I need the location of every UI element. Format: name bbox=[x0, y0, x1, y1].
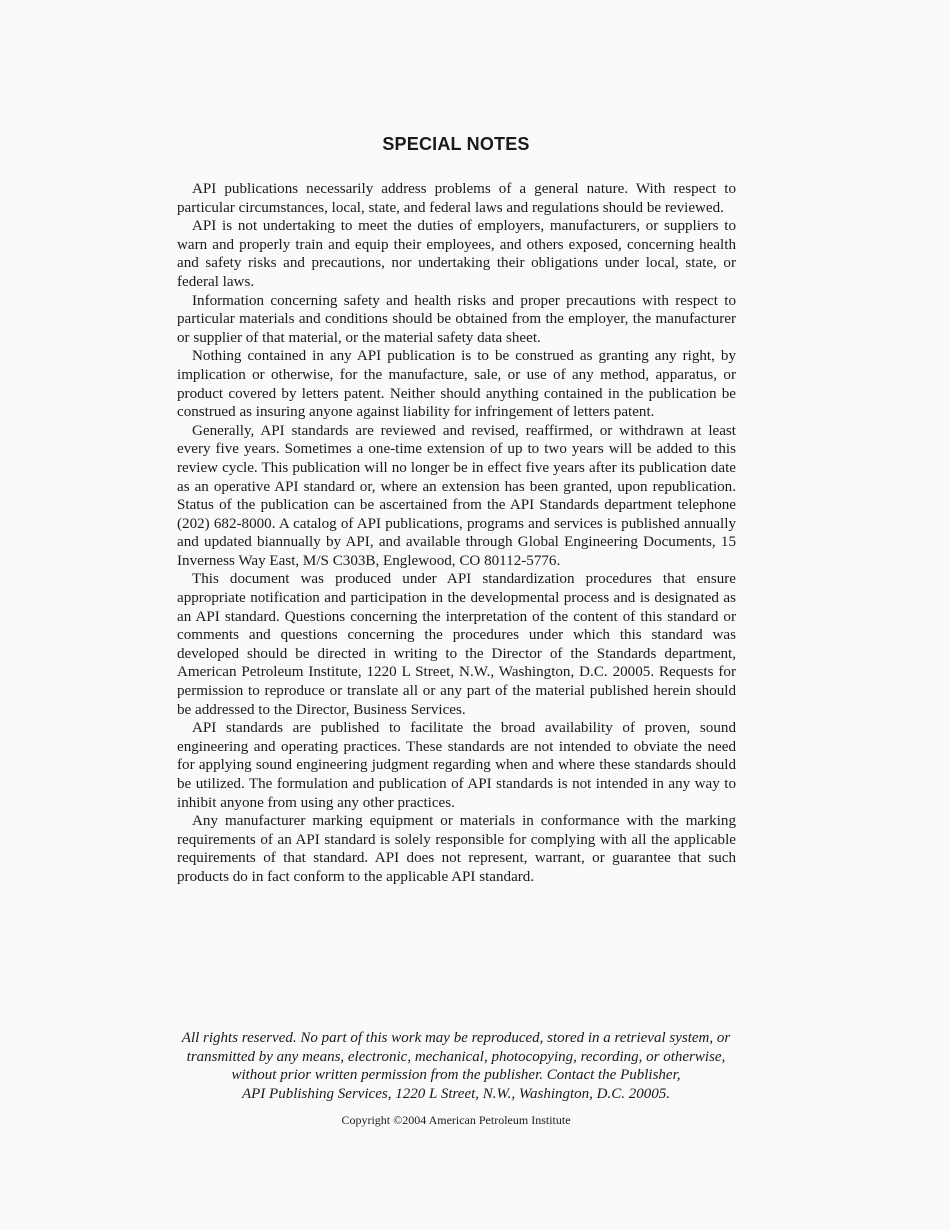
paragraph-employer-duties: API is not undertaking to meet the duties of employers, manufacturers, or suppliers to warn and properly train and equip their employees, and others exposed, concerning health and safety risks and precautions, nor undertaking their obligations under local, state, or federal laws. bbox=[177, 218, 736, 290]
rights-notice-line: API Publishing Services, 1220 L Street, N.W., Washington, D.C. 20005. bbox=[241, 1086, 671, 1103]
rights-notice-line: All rights reserved. No part of this work may be reproduced, stored in a retrieval system, or bbox=[181, 1030, 731, 1046]
rights-notice-line: transmitted by any means, electronic, mechanical, photocopying, recording, or otherwise, bbox=[186, 1048, 726, 1065]
page-title: SPECIAL NOTES bbox=[382, 134, 530, 154]
paragraph-engineering-practices: API standards are published to facilitate the broad availability of proven, sound engineering and operating practices. These standards are not intended to obviate the need for applying sound engineering judgment regarding when and where these standards should be utilized. The formulation and publication of API standards is not intended in any way to inhibit anyone from using any other practices. bbox=[177, 720, 736, 811]
paragraph-review-cycle: Generally, API standards are reviewed and revised, reaffirmed, or withdrawn at least every five years. Sometimes a one-time extension of up to two years will be added to this review cycle. This publication will no longer be in effect five years after its publication date as an operative API standard or, where an extension has been granted, upon republication. Status of the publication can be ascertained from the API Standards department telephone (202) 682-8000. A catalog of API publications, programs and services is published annually and updated biannually by API, and available through Global Engineering Documents, 15 Inverness Way East, M/S C303B, Englewood, CO 80112-5776. bbox=[177, 422, 736, 569]
rights-notice-line: without prior written permission from the publisher. Contact the Publisher, bbox=[231, 1067, 681, 1084]
paragraph-patents: Nothing contained in any API publication is to be construed as granting any right, by implication or otherwise, for the manufacture, sale, or use of any method, apparatus, or product covered by letters patent. Neither should anything contained in the publication be construed as insuring anyone against liability for infringement of letters patent. bbox=[177, 348, 736, 421]
rights-notice bbox=[150, 1029, 762, 1104]
notes-body bbox=[177, 180, 736, 887]
copyright-line: Copyright ©2004 American Petroleum Institute bbox=[341, 1113, 571, 1127]
paragraph-standardization: This document was produced under API standardization procedures that ensure appropriate notification and participation in the developmental process and is designated as an API standard. Questions concerning the interpretation of the content of this standard or comments and questions concerning the procedures under which this standard was developed should be directed in writing to the Director of the Standards department, American Petroleum Institute, 1220 L Street, N.W., Washington, D.C. 20005. Requests for permission to reproduce or translate all or any part of the material published herein should be addressed to the Director, Business Services. bbox=[177, 571, 736, 718]
paragraph-manufacturer-marking: Any manufacturer marking equipment or materials in conformance with the marking requirements of an API standard is solely responsible for complying with all the applicable requirements of that standard. API does not represent, warrant, or guarantee that such products do in fact conform to the applicable API standard. bbox=[177, 813, 736, 885]
paragraph-general-nature: API publications necessarily address problems of a general nature. With respect to particular circumstances, local, state, and federal laws and regulations should be reviewed. bbox=[177, 181, 736, 216]
paragraph-safety-information: Information concerning safety and health risks and proper precautions with respect to particular materials and conditions should be obtained from the employer, the manufacturer or supplier of that material, or the material safety data sheet. bbox=[177, 292, 736, 346]
